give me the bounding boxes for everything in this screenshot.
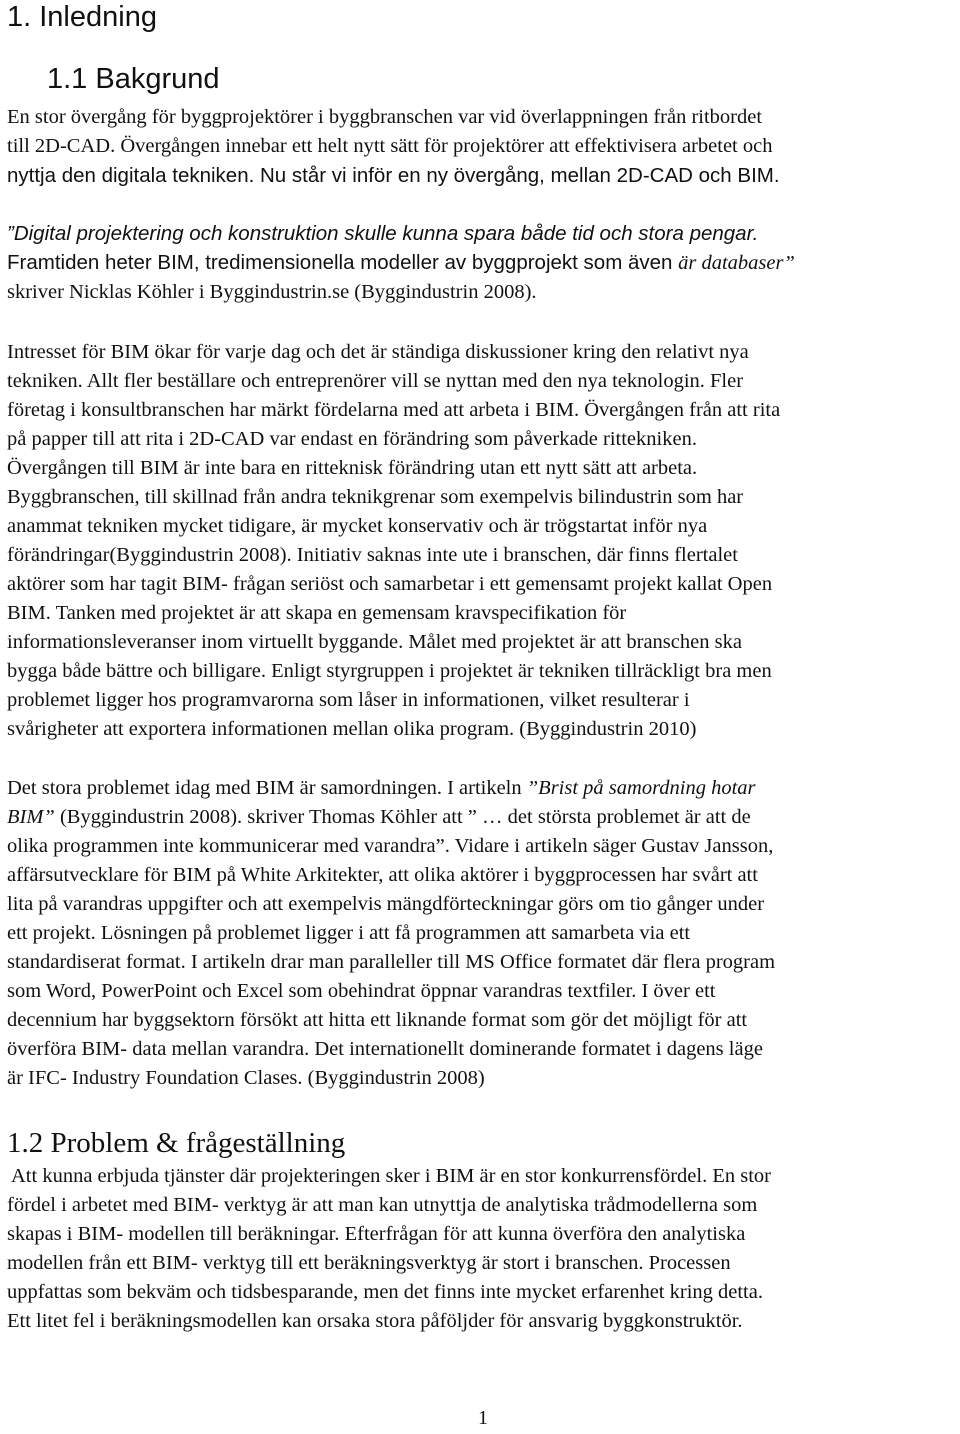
- text-line: affärsutvecklare för BIM på White Arkitekter, att olika aktörer i byggprocessen har svårt att: [7, 864, 758, 886]
- text-line: tekniken. Allt fler beställare och entreprenörer vill se nyttan med den nya teknologin. Fler: [7, 370, 744, 392]
- text-line: företag i konsultbranschen har märkt fördelarna med att arbeta i BIM. Övergången från att rita: [7, 399, 781, 421]
- text-span-italic: är databaser”: [678, 252, 795, 274]
- paragraph-samordning: [7, 774, 952, 1093]
- paragraph-quote: [7, 219, 952, 307]
- text-line: skapas i BIM- modellen till beräkningar. Efterfrågan för att kunna överföra den analytiska: [7, 1223, 746, 1245]
- text-line: fördel i arbetet med BIM- verktyg är att man kan utnyttja de analytiska trådmodellerna som: [7, 1194, 758, 1216]
- text-line: är IFC- Industry Foundation Clases. (Byggindustrin 2008): [7, 1067, 485, 1089]
- text-span: Framtiden heter BIM, tredimensionella modeller av byggprojekt som även: [7, 251, 679, 274]
- text-line: ett projekt. Lösningen på problemet ligger i att få programmen att samarbeta via ett: [7, 922, 691, 944]
- text-line: Byggbranschen, till skillnad från andra teknikgrenar som exempelvis bilindustrin som har: [7, 486, 744, 508]
- text-line: som Word, PowerPoint och Excel som obehindrat öppnar varandras textfiler. I över ett: [7, 980, 716, 1002]
- text-line: modellen från ett BIM- verktyg till ett beräkningsverktyg är stort i branschen. Processen: [7, 1252, 731, 1274]
- text-line: standardiserat format. I artikeln drar man paralleller till MS Office formatet där flera program: [7, 951, 776, 973]
- text-span: (Byggindustrin 2008). skriver Thomas Köhler att ” … det största problemet är att de: [54, 806, 751, 828]
- text-span-italic: BIM”: [7, 806, 55, 828]
- text-line: lita på varandras uppgifter och att exempelvis mängdförteckningar görs om tio gånger under: [7, 893, 765, 915]
- text-line: En stor övergång för byggprojektörer i byggbranschen var vid överlappningen från ritbordet: [7, 106, 763, 128]
- text-line: olika programmen inte kommunicerar med varandra”. Vidare i artikeln säger Gustav Jansson,: [7, 835, 774, 857]
- text-line: aktörer som har tagit BIM- frågan seriöst och samarbetar i ett gemensamt projekt kallat Open: [7, 573, 773, 595]
- text-line: [7, 774, 952, 803]
- text-line: BIM. Tanken med projektet är att skapa en gemensam kravspecifikation för: [7, 602, 627, 624]
- heading-inledning: 1. Inledning: [7, 1, 157, 33]
- paragraph-intresset: [7, 338, 952, 744]
- text-line: uppfattas som bekväm och tidsbesparande, men det finns inte mycket erfarenhet kring detta.: [7, 1281, 763, 1303]
- text-line: bygga både bättre och billigare. Enligt styrgruppen i projektet är tekniken tillräckligt bra men: [7, 660, 772, 682]
- text-line: anammat tekniken mycket tidigare, är mycket konservativ och är trögstartat inför nya: [7, 515, 708, 537]
- text-line: till 2D-CAD. Övergången innebar ett helt nytt sätt för projektörer att effektivisera arbetet och: [7, 135, 773, 157]
- text-line: Intresset för BIM ökar för varje dag och det är ständiga diskussioner kring den relativt nya: [7, 341, 749, 363]
- text-line: [7, 248, 952, 278]
- text-span-italic: ”Brist på samordning hotar: [526, 777, 756, 799]
- heading-bakgrund: 1.1 Bakgrund: [47, 63, 220, 95]
- quote-line: ”Digital projektering och konstruktion skulle kunna spara både tid och stora pengar.: [7, 222, 759, 245]
- text-line: Ett litet fel i beräkningsmodellen kan orsaka stora påföljder för ansvarig byggkonstruktör.: [7, 1310, 743, 1332]
- text-line: förändringar(Byggindustrin 2008). Initiativ saknas inte ute i branschen, där finns flertalet: [7, 544, 738, 566]
- text-line: överföra BIM- data mellan varandra. Det internationellt dominerande formatet i dagens läge: [7, 1038, 763, 1060]
- text-line: svårigheter att exportera informationen mellan olika program. (Byggindustrin 2010): [7, 718, 697, 740]
- text-line: på papper till att rita i 2D-CAD var endast en förändring som påverkade rittekniken.: [7, 428, 697, 450]
- text-line: Att kunna erbjuda tjänster där projekteringen sker i BIM är en stor konkurrensfördel. En stor: [7, 1165, 771, 1187]
- text-span: Det stora problemet idag med BIM är samordningen. I artikeln: [7, 777, 527, 799]
- text-line: Övergången till BIM är inte bara en ritteknisk förändring utan ett nytt sätt att arbeta.: [7, 457, 698, 479]
- text-line: decennium har byggsektorn försökt att hitta ett liknande format som gör det möjligt för att: [7, 1009, 748, 1031]
- paragraph-problem: [7, 1162, 952, 1336]
- paragraph-intro: [7, 103, 952, 190]
- heading-problem: 1.2 Problem & frågeställning: [7, 1127, 346, 1159]
- text-line: nyttja den digitala tekniken. Nu står vi inför en ny övergång, mellan 2D-CAD och BIM.: [7, 164, 780, 187]
- text-line: informationsleveranser inom virtuellt byggande. Målet med projektet är att branschen ska: [7, 631, 742, 653]
- text-line: [7, 803, 952, 832]
- page-number: 1: [478, 1407, 488, 1429]
- text-line: skriver Nicklas Köhler i Byggindustrin.se (Byggindustrin 2008).: [7, 281, 537, 303]
- text-line: problemet ligger hos programvarorna som låser in informationen, vilket resulterar i: [7, 689, 690, 711]
